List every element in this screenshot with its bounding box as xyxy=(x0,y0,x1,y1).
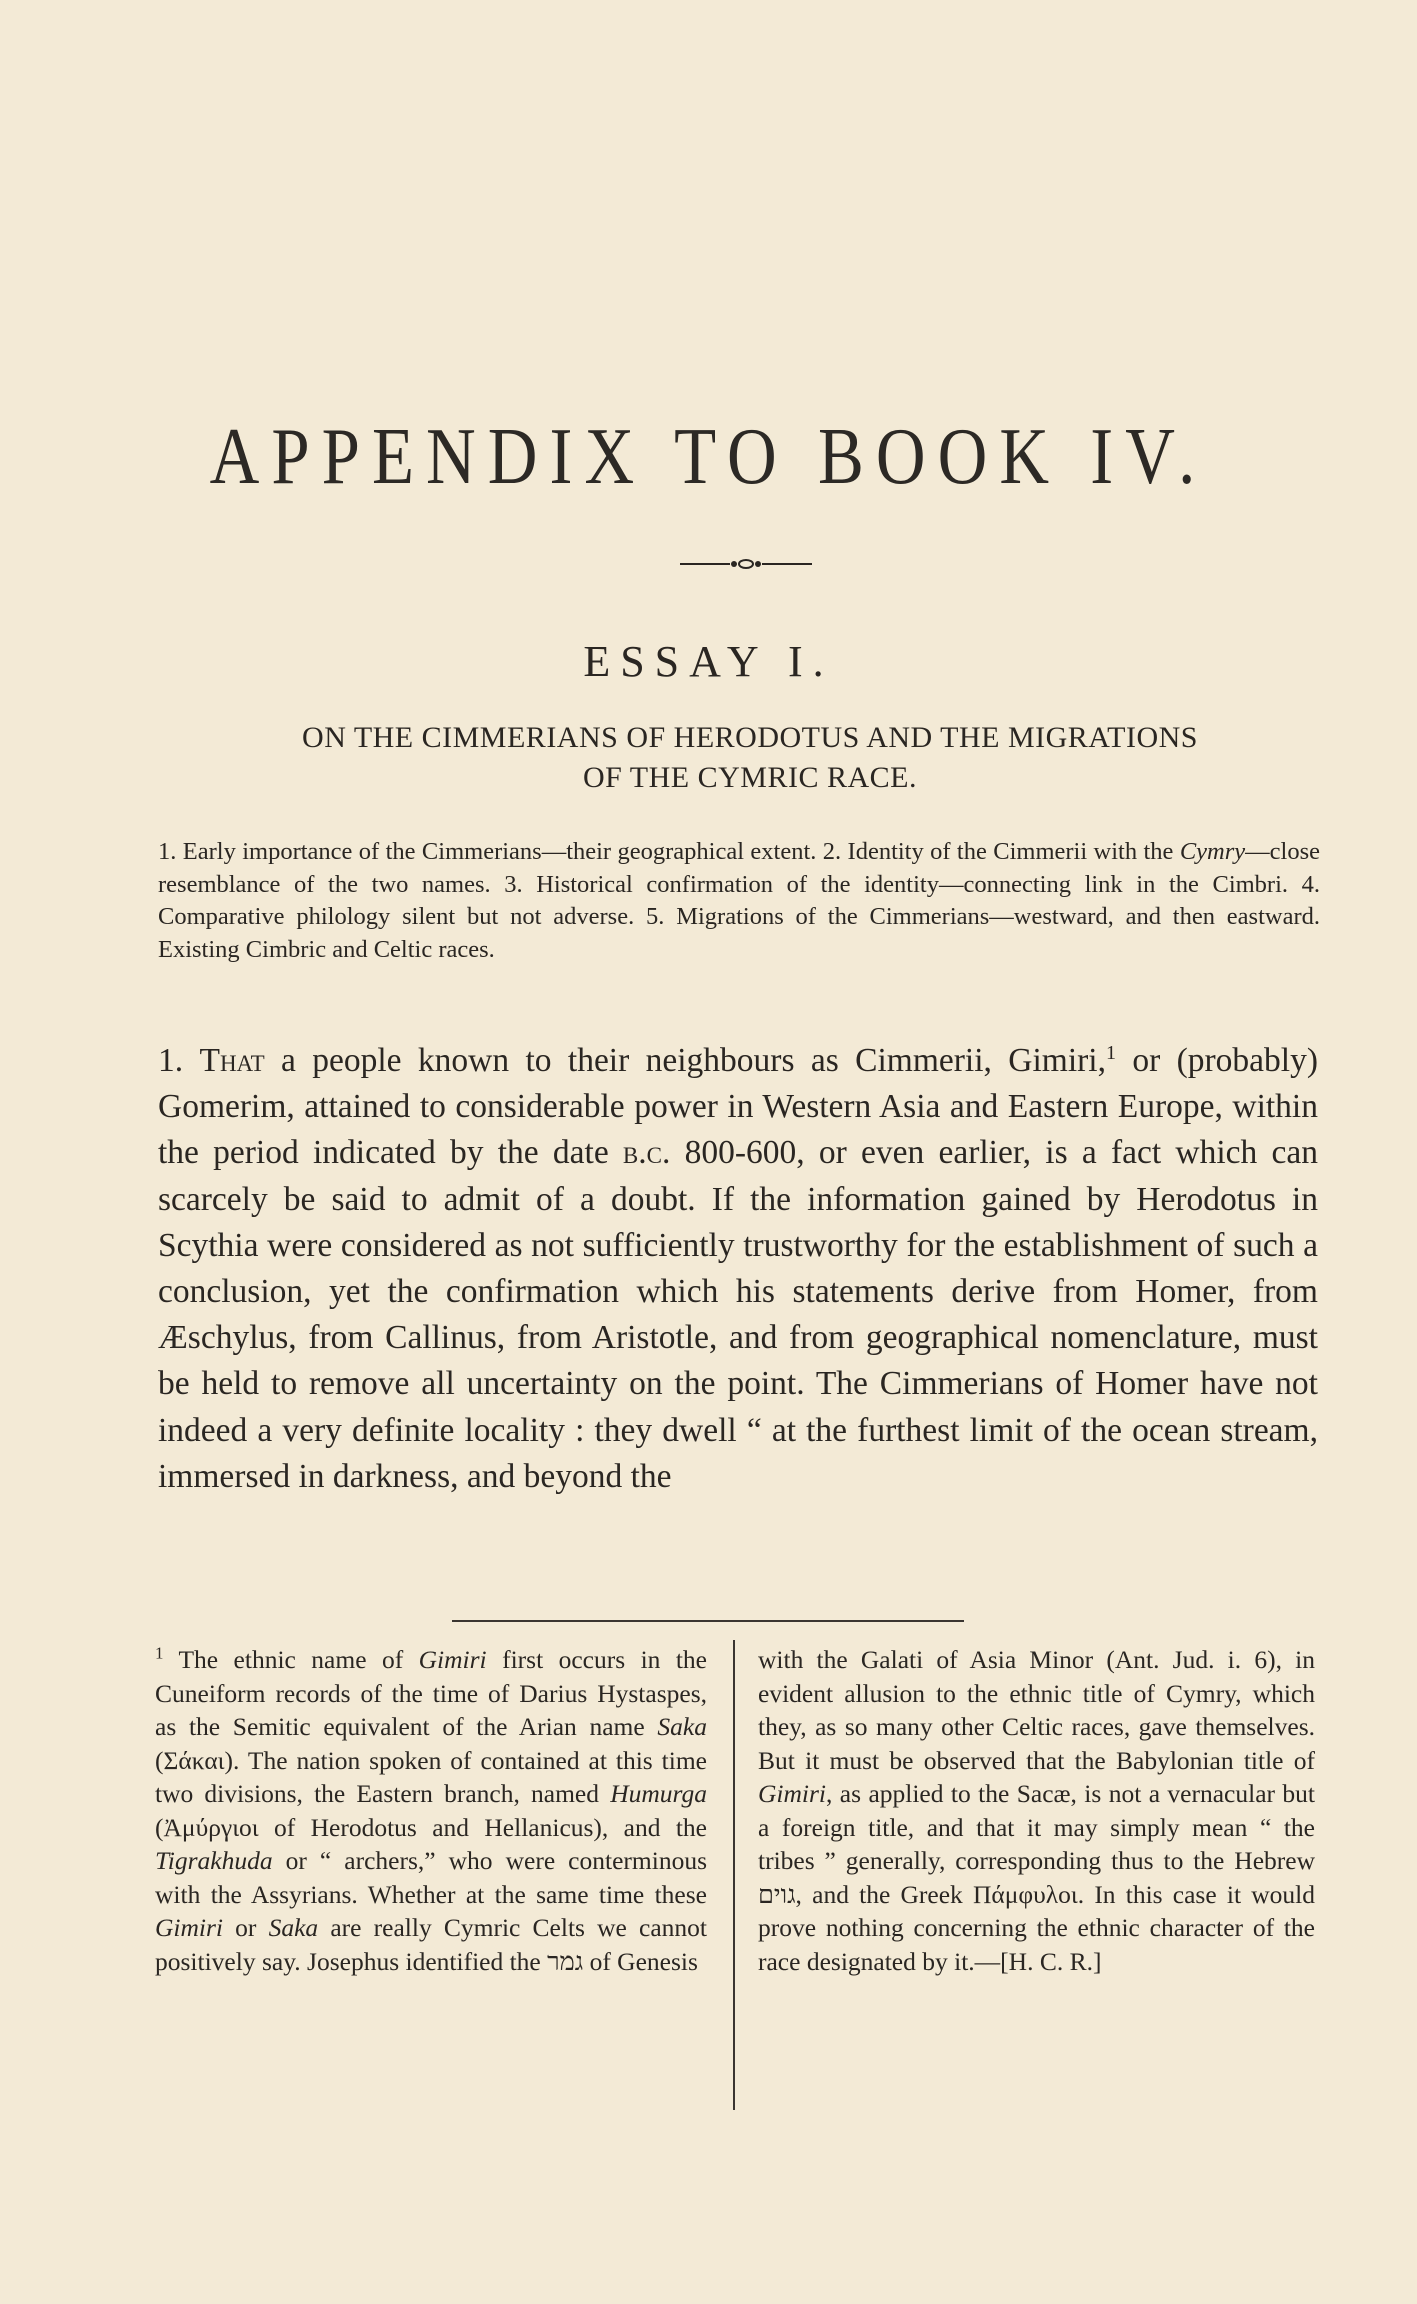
footnote-text: are really Cymric Celts we cannot positively say. Josephus identified the גמר of Genesis xyxy=(155,1913,707,1976)
summary-text-2: —close resemblance of the two names. 3. Historical confirmation of the identity—connecting link in the Cimbri. 4. Comparative philology silent but not adverse. 5. Migrations of the Cimmerians—westward, and then eastward. Existing Cimbric and Celtic races. xyxy=(158,838,1320,963)
lead-word: That xyxy=(199,1042,265,1079)
subtitle-line-1: ON THE CIMMERIANS OF HERODOTUS AND THE MIGRATIONS xyxy=(302,721,1198,754)
paragraph-number: 1. xyxy=(158,1042,200,1079)
footnote-text: or “ archers,” who were conterminous with the Assyrians. Whether at the same time these xyxy=(155,1846,707,1909)
footnote-rule xyxy=(452,1620,964,1622)
paragraph-text-2: or (probably) Gomerim, attained to considerable power in Western Asia and Eastern Europe, within the period indicated by the date xyxy=(158,1042,1318,1172)
footnote-term: Gimiri xyxy=(155,1913,224,1942)
subtitle-line-2: OF THE CYMRIC RACE. xyxy=(583,761,917,794)
era-abbreviation: b.c. xyxy=(622,1134,671,1172)
footnote-term: Humurga xyxy=(610,1779,707,1808)
appendix-title: APPENDIX TO BOOK IV. xyxy=(209,413,1208,501)
essay-heading: ESSAY I. xyxy=(583,637,834,686)
footnote-text: (Ἀμύργιοι of Herodotus and Hellanicus), and the xyxy=(155,1812,707,1842)
footnote-term: Saka xyxy=(268,1913,319,1942)
footnote-text: first occurs in the Cuneiform records of the time of Darius Hystaspes, as the Semitic equivalent of the Arian name xyxy=(155,1645,707,1741)
chapter-summary xyxy=(158,836,1320,966)
footnote-term: Tigrakhuda xyxy=(155,1846,273,1875)
footnote-term: Gimiri xyxy=(758,1779,827,1808)
ornament-divider-icon xyxy=(680,557,812,571)
footnote-left-column xyxy=(155,1643,707,1978)
summary-text: 1. Early importance of the Cimmerians—their geographical extent. 2. Identity of the Cimmerii with the xyxy=(158,838,1180,865)
footnote-reference: 1 xyxy=(1105,1041,1116,1064)
footnote-right-column xyxy=(758,1643,1315,1978)
summary-cymry: Cymry xyxy=(1179,838,1246,865)
paragraph-text-1: a people known to their neighbours as Cimmerii, Gimiri, xyxy=(264,1042,1106,1079)
footnote-text: , as applied to the Sacæ, is not a vernacular but a foreign title, and that it may simply mean “ the tribes ” generally, corresponding thus to the Hebrew גוים, and the Greek Πάμφυλοι. In this case it would prove nothing concerning the ethnic character of the race designated by it.—[H. C. R.] xyxy=(758,1779,1315,1976)
footnote-term: Saka xyxy=(657,1712,707,1741)
paragraph-text-3: 800-600, or even earlier, is a fact which can scarcely be said to admit of a doubt. If the information gained by Herodotus in Scythia were considered as not sufficiently trustworthy for the establishment of such a conclusion, yet the confirmation which his statements derive from Homer, from Æschylus, from Callinus, from Aristotle, and from geographical nomenclature, must be held to remove all uncertainty on the point. The Cimmerians of Homer have not indeed a very definite locality : they dwell “ at the furthest limit of the ocean stream, immersed in darkness, and beyond the xyxy=(158,1134,1318,1495)
footnote-text: with the Galati of Asia Minor (Ant. Jud. i. 6), in evident allusion to the ethnic title of Cymry, which they, as so many other Celtic races, gave themselves. But it must be observed that the Babylonian title of xyxy=(758,1645,1315,1775)
footnote-text: or xyxy=(223,1913,269,1942)
essay-subtitle xyxy=(200,718,1300,798)
footnote-term: Gimiri xyxy=(418,1645,487,1674)
footnote-text: The ethnic name of xyxy=(163,1645,419,1674)
footnote-column-divider xyxy=(733,1640,735,2110)
footnote-marker: 1 xyxy=(155,1643,164,1663)
main-paragraph xyxy=(158,1038,1318,1500)
footnote-text: (Σάκαι). The nation spoken of contained at this time two divisions, the Eastern branch, named xyxy=(155,1745,707,1808)
